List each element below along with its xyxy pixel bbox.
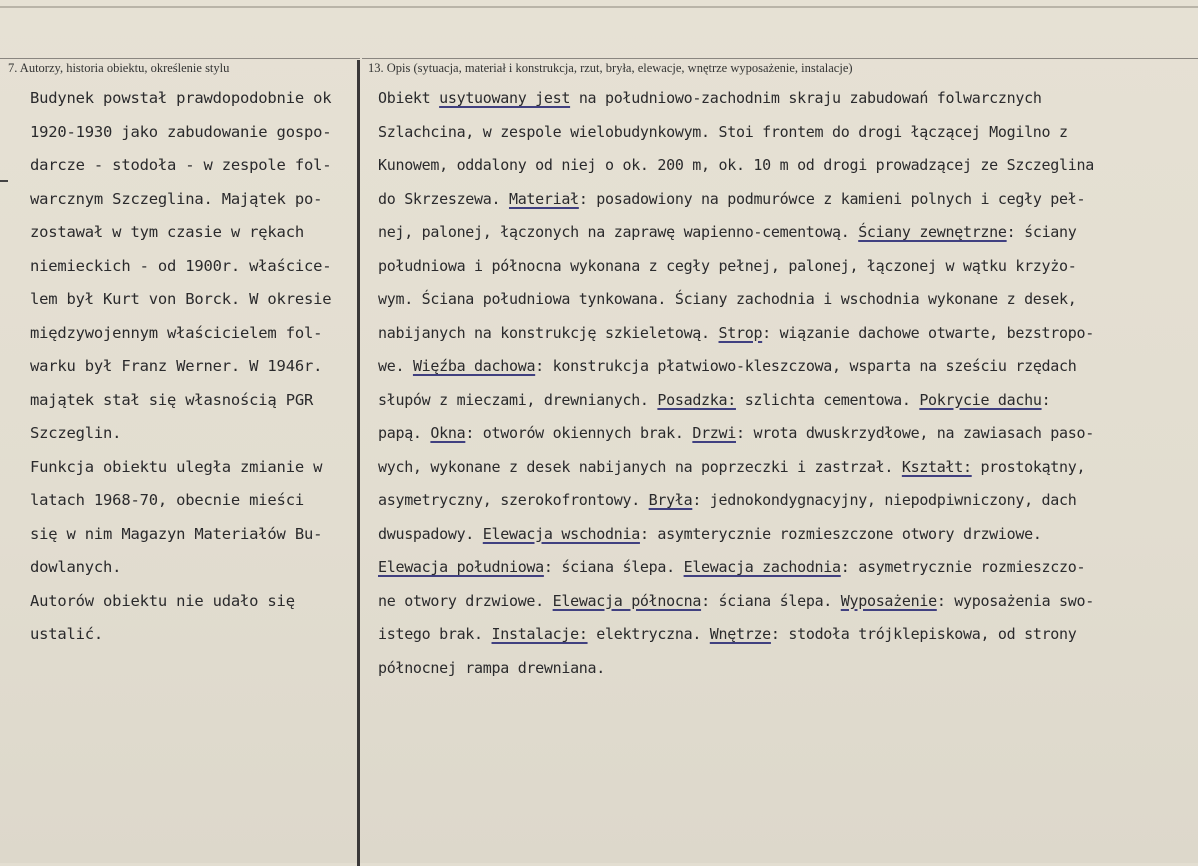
description-line bbox=[378, 484, 1198, 518]
text-segment: wym. Ściana południowa tynkowana. Ściany zachodnia i wschodnia wykonane z desek, bbox=[378, 290, 1077, 308]
text-segment: do Skrzeszewa. bbox=[378, 189, 509, 208]
description-line bbox=[378, 384, 1198, 418]
text-segment: : asymterycznie rozmieszczone otwory drzwiowe. bbox=[639, 524, 1042, 543]
description-line bbox=[378, 350, 1198, 384]
description-line bbox=[378, 585, 1198, 619]
underlined-heading: Więźba dachowa bbox=[412, 357, 536, 375]
underlined-heading: Wnętrze bbox=[709, 625, 771, 643]
history-line: niemieckich - od 1900r. właścice- bbox=[30, 256, 332, 275]
text-segment: nabijanych na konstrukcję szkieletową. bbox=[378, 323, 719, 342]
history-line: Szczeglin. bbox=[30, 424, 122, 442]
text-segment: papą. bbox=[378, 424, 431, 442]
right-header-rule bbox=[362, 58, 1198, 59]
history-line: Budynek powstał prawdopodobnie ok bbox=[30, 89, 332, 107]
description-line bbox=[378, 82, 1198, 116]
text-segment: : otworów okiennych brak. bbox=[465, 424, 693, 442]
text-segment: szlichta cementowa. bbox=[735, 390, 920, 409]
description-line bbox=[378, 283, 1198, 317]
history-line: ustalić. bbox=[30, 625, 104, 643]
underlined-heading: Elewacja zachodnia bbox=[683, 558, 841, 576]
underlined-heading: usytuowany jest bbox=[439, 89, 571, 107]
text-segment: : jednokondygnacyjny, niepodpiwniczony, dach bbox=[692, 491, 1077, 509]
text-segment: ne otwory drzwiowe. bbox=[378, 591, 553, 610]
underlined-heading: Pokrycie dachu bbox=[919, 390, 1042, 409]
margin-mark bbox=[0, 180, 8, 182]
underlined-heading: Strop bbox=[718, 323, 763, 342]
underlined-heading: Drzwi bbox=[692, 424, 736, 442]
underlined-heading: Materiał bbox=[508, 189, 579, 208]
description-line bbox=[378, 551, 1198, 585]
history-line: darcze - stodoła - w zespole fol- bbox=[30, 156, 332, 174]
text-segment: : ściana ślepa. bbox=[543, 558, 684, 576]
text-segment: : asymetrycznie rozmieszczo- bbox=[840, 558, 1086, 576]
text-segment: elektryczna. bbox=[587, 625, 710, 643]
history-line: dowlanych. bbox=[30, 558, 122, 576]
history-line: zostawał w tym czasie w rękach bbox=[30, 223, 304, 241]
description-line bbox=[378, 518, 1198, 552]
underlined-heading: Okna bbox=[430, 424, 466, 442]
history-line: majątek stał się własnością PGR bbox=[30, 390, 314, 409]
text-segment: północnej rampa drewniana. bbox=[378, 658, 606, 677]
text-segment: : wiązanie dachowe otwarte, bezstropo- bbox=[762, 323, 1094, 342]
history-line: lem był Kurt von Borck. W okresie bbox=[30, 290, 332, 308]
text-segment: asymetryczny, szerokofrontowy. bbox=[378, 491, 649, 509]
description-line bbox=[378, 116, 1198, 150]
underlined-heading: Wyposażenie bbox=[840, 591, 937, 610]
text-segment: prostokątny, bbox=[971, 457, 1086, 476]
underlined-heading: Posadzka: bbox=[657, 390, 736, 409]
history-line: Autorów obiektu nie udało się bbox=[30, 591, 295, 610]
underlined-heading: Elewacja południowa bbox=[378, 558, 544, 576]
text-segment: : wrota dwuskrzydłowe, na zawiasach paso- bbox=[736, 424, 1094, 442]
underlined-heading: Bryła bbox=[648, 491, 693, 509]
text-segment: : bbox=[1041, 390, 1051, 409]
description-line bbox=[378, 417, 1198, 451]
text-segment: słupów z mieczami, drewnianych. bbox=[378, 390, 658, 409]
underlined-heading: Elewacja północna bbox=[552, 591, 702, 610]
top-border bbox=[0, 6, 1198, 8]
history-line: 1920-1930 jako zabudowanie gospo- bbox=[30, 122, 332, 141]
history-line: Funkcja obiektu uległa zmianie w bbox=[30, 457, 323, 476]
text-segment: Obiekt bbox=[378, 89, 440, 107]
underlined-heading: Kształt: bbox=[901, 457, 972, 476]
history-line: międzywojennym właścicielem fol- bbox=[30, 323, 323, 342]
text-segment: na południowo-zachodnim skraju zabudowań folwarcznych bbox=[570, 89, 1042, 107]
history-line: warku był Franz Werner. W 1946r. bbox=[30, 357, 323, 375]
text-segment: : ściany bbox=[1006, 223, 1077, 241]
left-header-rule bbox=[0, 58, 360, 59]
history-line: warcznym Szczeglina. Majątek po- bbox=[30, 189, 323, 208]
column-divider bbox=[357, 60, 360, 866]
description-line bbox=[378, 451, 1198, 485]
description-line bbox=[378, 250, 1198, 284]
section-13-header: 13. Opis (sytuacja, materiał i konstrukcja, rzut, bryła, elewacje, wnętrze wyposażenie, instalacje) bbox=[368, 61, 853, 75]
description-line bbox=[378, 618, 1198, 652]
text-segment: : posadowiony na podmurówce z kamieni polnych i cegły peł- bbox=[578, 189, 1086, 208]
description-line bbox=[378, 317, 1198, 351]
description-line bbox=[378, 149, 1198, 183]
text-segment: : stodoła trójklepiskowa, od strony bbox=[770, 625, 1077, 643]
underlined-heading: Elewacja wschodnia bbox=[482, 524, 640, 543]
text-segment: dwuspadowy. bbox=[378, 524, 483, 543]
text-segment: Szlachcina, w zespole wielobudynkowym. Stoi frontem do drogi łączącej Mogilno z bbox=[378, 122, 1068, 141]
text-segment: : ściana ślepa. bbox=[701, 591, 841, 610]
text-segment: południowa i północna wykonana z cegły pełnej, palonej, łączonej w wątku krzyżo- bbox=[378, 256, 1077, 275]
underlined-heading: Ściany zewnętrzne bbox=[858, 223, 1007, 241]
text-segment: istego brak. bbox=[378, 625, 492, 643]
underlined-heading: Instalacje: bbox=[491, 625, 588, 643]
history-line: się w nim Magazyn Materiałów Bu- bbox=[30, 524, 323, 543]
section-7-header: 7. Autorzy, historia obiektu, określenie stylu bbox=[8, 61, 230, 75]
text-segment: we. bbox=[378, 357, 413, 375]
text-segment: : wyposażenia swo- bbox=[936, 591, 1094, 610]
description-line bbox=[378, 183, 1198, 217]
description-text bbox=[378, 82, 1198, 685]
description-line bbox=[378, 652, 1198, 686]
history-text bbox=[30, 82, 352, 652]
text-segment: nej, palonej, łączonych na zaprawę wapienno-cementową. bbox=[378, 223, 859, 241]
text-segment: wych, wykonane z desek nabijanych na poprzeczki i zastrzał. bbox=[378, 457, 902, 476]
description-line bbox=[378, 216, 1198, 250]
text-segment: : konstrukcja płatwiowo-kleszczowa, wsparta na sześciu rzędach bbox=[535, 357, 1077, 375]
text-segment: Kunowem, oddalony od niej o ok. 200 m, ok. 10 m od drogi prowadzącej ze Szczeglina bbox=[378, 156, 1094, 174]
history-line: latach 1968-70, obecnie mieści bbox=[30, 491, 304, 509]
